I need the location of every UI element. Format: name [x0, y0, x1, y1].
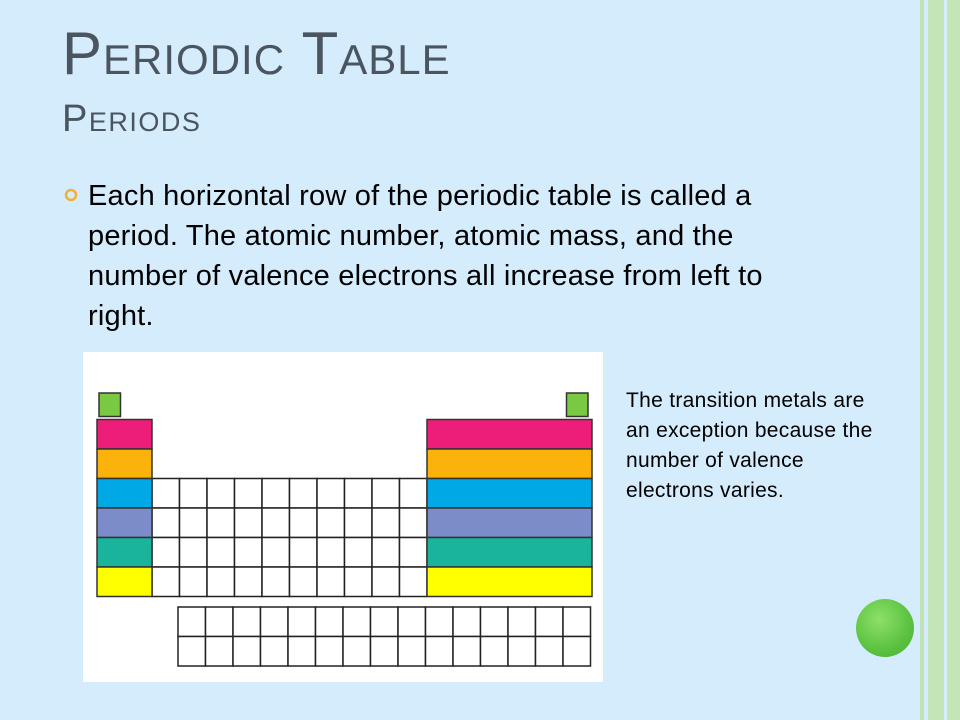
- f-block-cell: [536, 637, 564, 667]
- transition-metal-cell: [345, 538, 373, 568]
- f-block-cell: [261, 607, 289, 637]
- period-band-left: [97, 449, 152, 479]
- f-block-cell: [178, 637, 206, 667]
- transition-metal-cell: [345, 567, 373, 597]
- transition-metal-cell: [207, 567, 235, 597]
- right-edge-stripes: [918, 0, 960, 720]
- transition-metal-cell: [262, 479, 290, 509]
- transition-metal-cell: [180, 567, 208, 597]
- transition-metal-cell: [180, 538, 208, 568]
- transition-metals-note: The transition metals are an exception because the number of valence electrons varies.: [626, 389, 873, 502]
- period-band-right: [427, 449, 592, 479]
- f-block-cell: [206, 607, 234, 637]
- transition-metal-cell: [235, 538, 263, 568]
- transition-metal-cell: [317, 567, 345, 597]
- f-block-cell: [178, 607, 206, 637]
- transition-metal-cell: [317, 508, 345, 538]
- f-block-cell: [316, 607, 344, 637]
- f-block-cell: [371, 607, 399, 637]
- f-block-cell: [261, 637, 289, 667]
- transition-metal-cell: [152, 567, 180, 597]
- transition-metal-cell: [290, 479, 318, 509]
- transition-metal-cell: [372, 508, 400, 538]
- transition-metal-cell: [400, 508, 428, 538]
- period-band-right: [427, 538, 592, 568]
- transition-metal-cell: [262, 508, 290, 538]
- transition-metal-cell: [235, 479, 263, 509]
- period-band-right: [427, 508, 592, 538]
- f-block-cell: [426, 607, 454, 637]
- period-band-left: [97, 538, 152, 568]
- transition-metal-cell: [400, 479, 428, 509]
- period-band-right: [427, 479, 592, 509]
- periodic-table-graphic: [83, 352, 603, 682]
- transition-metal-cell: [262, 538, 290, 568]
- page-title: Periodic Table: [62, 20, 451, 87]
- page-subtitle: Periods: [62, 98, 202, 140]
- ring-bullet-icon: [64, 188, 78, 202]
- transition-metal-cell: [317, 479, 345, 509]
- transition-metal-cell: [180, 479, 208, 509]
- period-band-right: [427, 420, 592, 450]
- transition-metal-cell: [152, 508, 180, 538]
- transition-metal-cell: [372, 567, 400, 597]
- f-block-cell: [508, 637, 536, 667]
- transition-metal-cell: [180, 508, 208, 538]
- transition-metal-cell: [290, 538, 318, 568]
- f-block-cell: [343, 637, 371, 667]
- f-block-cell: [288, 637, 316, 667]
- f-block-cell: [508, 607, 536, 637]
- f-block-cell: [343, 607, 371, 637]
- f-block-cell: [563, 607, 591, 637]
- transition-metal-cell: [152, 479, 180, 509]
- transition-metal-cell: [152, 538, 180, 568]
- transition-metal-cell: [207, 508, 235, 538]
- f-block-cell: [481, 637, 509, 667]
- f-block-cell: [288, 607, 316, 637]
- f-block-cell: [316, 637, 344, 667]
- period-band-right: [427, 567, 592, 597]
- transition-metal-cell: [290, 508, 318, 538]
- transition-metal-cell: [207, 538, 235, 568]
- period-band-left: [97, 567, 152, 597]
- f-block-cell: [398, 607, 426, 637]
- f-block-cell: [398, 637, 426, 667]
- f-block-cell: [426, 637, 454, 667]
- f-block-cell: [536, 607, 564, 637]
- transition-metal-cell: [345, 479, 373, 509]
- green-circle-decoration: [856, 599, 914, 657]
- f-block-cell: [233, 607, 261, 637]
- transition-metal-cell: [372, 538, 400, 568]
- transition-metal-cell: [317, 538, 345, 568]
- f-block-cell: [206, 637, 234, 667]
- f-block-cell: [233, 637, 261, 667]
- transition-metal-cell: [207, 479, 235, 509]
- f-block-cell: [481, 607, 509, 637]
- period-1-right-cell: [567, 393, 589, 417]
- transition-metal-cell: [400, 538, 428, 568]
- transition-metal-cell: [262, 567, 290, 597]
- transition-metal-cell: [235, 567, 263, 597]
- period-band-left: [97, 479, 152, 509]
- period-1-left-cell: [99, 393, 121, 417]
- transition-metal-cell: [345, 508, 373, 538]
- f-block-cell: [453, 607, 481, 637]
- transition-metal-cell: [290, 567, 318, 597]
- bullet-text: Each horizontal row of the periodic table is called a period. The atomic number, atomic mass, and the number of valence electrons all increase from left to right.: [88, 180, 763, 332]
- f-block-cell: [371, 637, 399, 667]
- transition-metal-cell: [372, 479, 400, 509]
- transition-metal-cell: [235, 508, 263, 538]
- period-band-left: [97, 508, 152, 538]
- period-band-left: [97, 420, 152, 450]
- f-block-cell: [453, 637, 481, 667]
- transition-metal-cell: [400, 567, 428, 597]
- f-block-cell: [563, 637, 591, 667]
- periodic-table-diagram: [83, 352, 603, 682]
